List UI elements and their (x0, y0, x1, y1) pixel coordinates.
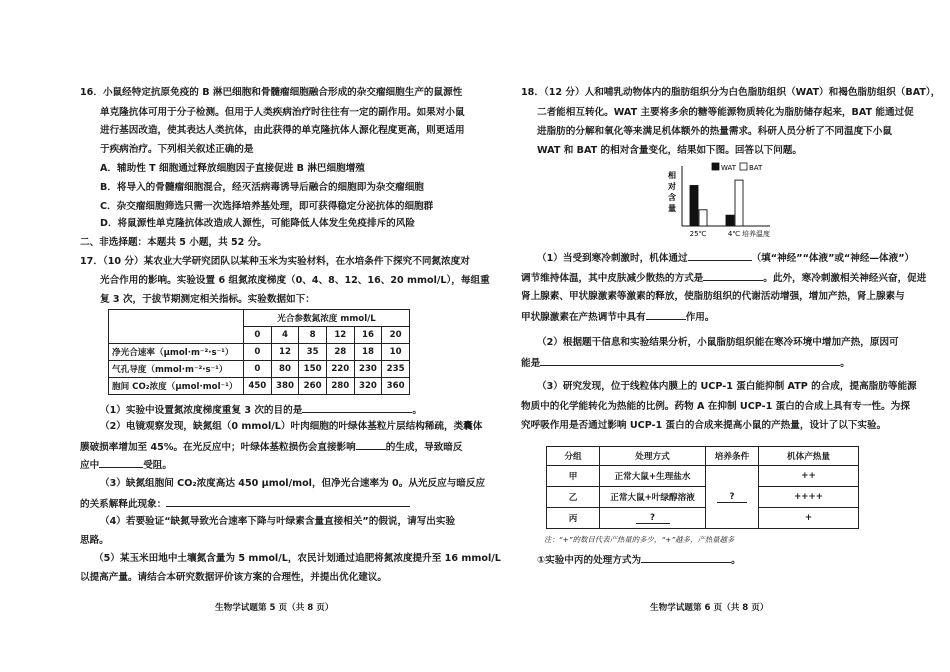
legend-label-bat: BAT (749, 164, 763, 172)
table-cell: 18 (354, 344, 382, 361)
table-cell: 0 (244, 361, 272, 378)
bar-wat-0 (690, 186, 698, 227)
legend-swatch-bat (740, 163, 747, 170)
q16-line-4: 于疾病治疗。下列相关叙述正确的是 (100, 144, 254, 155)
table-cell: 320 (354, 378, 382, 395)
heat-cell: ++ (759, 466, 859, 487)
column-header: 8 (299, 327, 327, 344)
q18-sub1-line4 (521, 309, 715, 324)
row-label: 气孔导度（mmol·m⁻²·s⁻¹） (109, 361, 244, 378)
table-row (547, 487, 859, 508)
q16-line-2: 单克隆抗体可用于分子检测。但用于人类疾病治疗时往往有一定的副作用。如果对小鼠 (100, 107, 465, 118)
section-heading: 二、非选择题：本题共 5 小题，共 52 分。 (80, 237, 267, 248)
q17-sub2c-pre: 应中 (80, 460, 100, 471)
q18-sub1d-post: 作用。 (685, 312, 715, 323)
bar-bat-1 (735, 180, 743, 226)
table-cell: 10 (382, 344, 410, 361)
answer-blank[interactable] (356, 439, 386, 450)
q18-sub1a-pre: （1）当受到寒冷刺激时，机体通过 (537, 253, 688, 264)
q16-option-a: A．辅助性 T 细胞通过释放细胞因子直接促进 B 淋巴细胞增殖 (100, 163, 365, 174)
q18-sub3-line3: 究呼吸作用是否通过影响 UCP-1 蛋白的合成来提高小鼠的产热量，设计了以下实验。 (521, 420, 887, 431)
column-header: 处理方式 (600, 447, 706, 466)
table-corner-cell (109, 310, 244, 344)
answer-blank[interactable] (688, 250, 752, 261)
q16-option-d: D．将鼠源性单克隆抗体改造成人源性，可能降低人体发生免疫排斥的风险 (100, 218, 415, 229)
group-cell: 丙 (547, 508, 600, 529)
right-page (475, 0, 950, 672)
q16-option-b: B．将导入的骨髓瘤细胞混合，经灭活病毒诱导后融合的细胞即为杂交瘤细胞 (100, 182, 424, 193)
table-cell: 150 (299, 361, 327, 378)
table-cell: 450 (244, 378, 272, 395)
table-group-header: 光合参数氮浓度 mmol/L (244, 310, 410, 327)
table-cell: 35 (299, 344, 327, 361)
q16-line-1: 16．小鼠经特定抗原免疫的 B 淋巴细胞和骨髓瘤细胞融合形成的杂交瘤细胞生产的鼠源性 (80, 87, 463, 98)
table-row (109, 361, 410, 378)
answer-blank[interactable] (703, 270, 763, 281)
q17-sub2b-end: 的生成，导致暗反 (385, 442, 463, 453)
group-cell: 乙 (547, 487, 600, 508)
left-page-footer: 生物学试题第 5 页（共 8 页） (215, 603, 334, 613)
table-cell: 0 (244, 344, 272, 361)
q16-line-3: 进行基因改造，使其表达人类抗体，由此获得的单克隆抗体人源化程度更高，则更适用 (100, 125, 465, 136)
table-cell: 28 (326, 344, 354, 361)
column-header: 4 (271, 327, 299, 344)
y-axis-label-char: 量 (668, 204, 676, 213)
column-header: 分组 (547, 447, 600, 466)
table-row (547, 466, 859, 487)
q18-sub2b-post: 。 (840, 358, 850, 369)
q18-sub1b-pre: 调节维持体温，其中皮肤减少散热的方式是 (521, 273, 704, 284)
treatment-blank[interactable]: ? (636, 513, 670, 524)
answer-blank[interactable] (540, 355, 840, 366)
table-cell: 220 (326, 361, 354, 378)
q17-sub2-line2 (80, 439, 463, 454)
q17-sub2-line3 (80, 457, 172, 472)
q18-sub3-line2: 物质中的化学能转化为热能的比例。药物 A 在抑制 UCP-1 蛋白的合成上具有专一性。为探 (521, 401, 910, 412)
q17-line-1: 17．（10 分）某农业大学研究团队以某种玉米为实验材料，在水培条件下探究不同氮浓度对 (80, 256, 470, 267)
q17-line-3: 复 3 次，于拔节期测定相关指标。实验数据如下： (100, 294, 315, 305)
answer-blank[interactable] (646, 309, 686, 320)
q18-sub1b-post: 。此外，寒冷刺激相关神经兴奋，促进 (763, 273, 927, 284)
column-header: 20 (382, 327, 410, 344)
q18-table-note: 注：“+”的数目代表产热量的多少，“+”越多，产热量越多 (544, 535, 735, 544)
table-cell: 235 (382, 361, 410, 378)
answer-blank[interactable] (166, 496, 410, 507)
treatment-cell: 正常大鼠+叶绿醇溶液 (600, 487, 706, 508)
q17-sub5-line2: 以提高产量。请结合本研究数据评价该方案的合理性，并提出优化建议。 (80, 572, 387, 583)
q17-sub2b-text: 膜破损率增加至 45%。在光反应中；叶绿体基粒损伤会直接影响 (80, 442, 356, 453)
answer-blank[interactable] (641, 552, 731, 563)
answer-blank[interactable] (99, 457, 143, 468)
row-label: 胞间 CO₂浓度（μmol·mol⁻¹） (109, 378, 244, 395)
table-cell: 12 (271, 344, 299, 361)
culture-blank[interactable]: ? (717, 492, 747, 503)
q18-experiment-table (546, 446, 859, 529)
q17-sub3b-text: 的关系解释此现象： (80, 499, 167, 510)
column-header: 机体产热量 (759, 447, 859, 466)
q18-sub1-line3: 肾上腺素、甲状腺激素等激素的释放，使脂肪组织的代谢活动增强，增加产热，肾上腺素与 (521, 291, 905, 302)
q18-line-3: 进脂肪的分解和氧化等来满足机体额外的热量需求。科研人员分析了不同温度下小鼠 (537, 126, 892, 137)
table-header-row (547, 447, 859, 466)
q16-option-c: C．杂交瘤细胞筛选只需一次选择培养基处理，即可获得稳定分泌抗体的细胞群 (100, 201, 434, 212)
q18-line-2: 二者能相互转化。WAT 主要将多余的糖等能源物质转化为脂肪储存起来，BAT 能通过促 (537, 107, 914, 118)
q17-sub3-line2 (80, 496, 410, 511)
x-axis-label: 培养温度 (742, 230, 770, 238)
q18-sub2-line1: （2）根据题干信息和实验结果分析，小鼠脂肪组织能在寒冷环境中增加产热，原因可 (537, 337, 899, 348)
culture-cell (706, 466, 759, 529)
heat-cell: ++++ (759, 487, 859, 508)
q18-sub1a-post: （填“神经”“体液”或“神经—体液”） (751, 253, 915, 264)
q17-data-table (108, 309, 410, 395)
x-tick-label: 25℃ (689, 230, 707, 238)
column-header: 16 (354, 327, 382, 344)
column-header: 0 (244, 327, 272, 344)
x-tick-label: 4℃ (727, 230, 741, 238)
column-header: 12 (326, 327, 354, 344)
table-cell: 380 (271, 378, 299, 395)
row-label: 净光合速率（μmol·m⁻²·s⁻¹） (109, 344, 244, 361)
q18-line-4: WAT 和 BAT 的相对含量变化，结果如下图。回答以下问题。 (537, 145, 802, 156)
y-axis-label-char: 含 (668, 193, 676, 202)
table-cell: 260 (299, 378, 327, 395)
treatment-cell (600, 508, 706, 529)
q17-sub1: （1）实验中设置氮浓度梯度重复 3 次的目的是 。 (100, 402, 422, 417)
treatment-cell: 正常大鼠+生理盐水 (600, 466, 706, 487)
wat-bat-chart (660, 160, 780, 240)
table-row (109, 344, 410, 361)
table-cell: 230 (354, 361, 382, 378)
q18-sub1-line1 (537, 250, 914, 265)
q17-sub4-line2: 思路。 (80, 535, 109, 546)
bar-wat-1 (726, 215, 734, 226)
legend-swatch-wat (712, 163, 719, 170)
legend-label-wat: WAT (721, 164, 737, 172)
table-row (109, 378, 410, 395)
q18-question-1 (537, 552, 741, 567)
heat-cell: + (759, 508, 859, 529)
q18-sub2b-pre: 能是 (521, 358, 541, 369)
q18-last-post: 。 (731, 555, 741, 566)
q17-sub5-line1: （5）某玉米田地中土壤氮含量为 5 mmol/L，农民计划通过追肥将氮浓度提升至 16 mmol/L (94, 553, 501, 564)
table-cell: 80 (271, 361, 299, 378)
q18-sub1d-pre: 甲状腺激素在产热调节中具有 (521, 312, 646, 323)
y-axis-label-char: 相 (668, 171, 676, 180)
q17-sub2-line1: （2）电镜观察发现，缺氮组（0 mmol/L）叶肉细胞的叶绿体基粒片层结构稀疏，类囊体 (100, 421, 483, 432)
group-cell: 甲 (547, 466, 600, 487)
q17-sub2c-post: 受阻。 (143, 460, 172, 471)
q18-sub1-line2 (521, 270, 926, 285)
q18-sub3-line1: （3）研究发现，位于线粒体内膜上的 UCP-1 蛋白能抑制 ATP 的合成，提高脂肪等能源 (537, 381, 917, 392)
q17-sub3-line1: （3）缺氮组胞间 CO₂浓度高达 450 μmol/mol，但净光合速率为 0。从光反应与暗反应 (100, 478, 486, 489)
bar-bat-0 (699, 210, 707, 226)
y-axis-label-char: 对 (668, 182, 676, 191)
q18-last-pre: ①实验中丙的处理方式为 (537, 555, 642, 566)
answer-blank[interactable] (302, 402, 412, 413)
table-row (547, 508, 859, 529)
q17-sub4-line1: （4）若要验证“缺氮导致光合速率下降与叶绿素含量直接相关”的假说，请写出实验 (100, 516, 456, 527)
q18-line-1: 18．（12 分）人和哺乳动物体内的脂肪组织分为白色脂肪组织（WAT）和褐色脂肪组织（BAT）， (521, 87, 941, 98)
right-page-footer: 生物学试题第 6 页（共 8 页） (650, 603, 769, 613)
q17-sub1-text: （1）实验中设置氮浓度梯度重复 3 次的目的是 (100, 405, 303, 416)
table-cell: 360 (382, 378, 410, 395)
table-cell: 280 (326, 378, 354, 395)
q17-line-2: 光合作用的影响。实验设置 6 组氮浓度梯度（0、4、8、12、16、20 mmol/L），每组重 (100, 275, 490, 286)
column-header: 培养条件 (706, 447, 759, 466)
q18-sub2-line2 (521, 355, 850, 370)
